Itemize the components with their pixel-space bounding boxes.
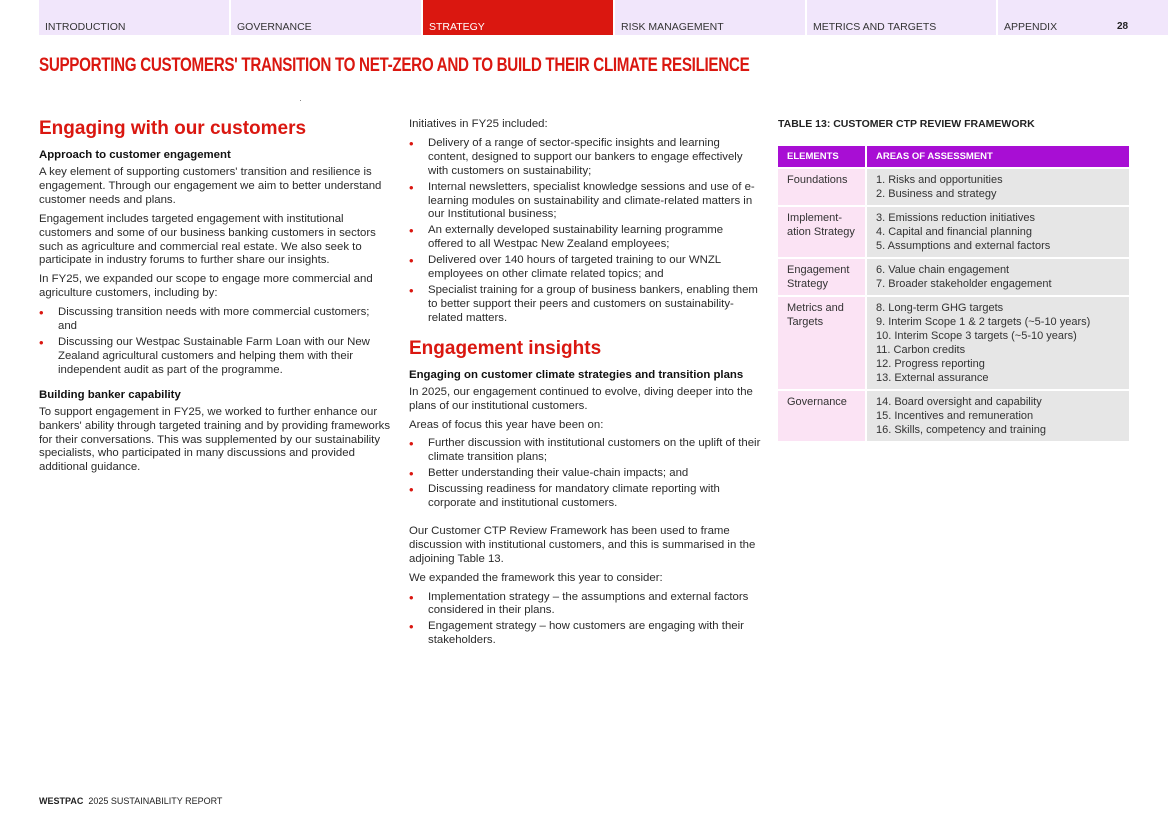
element-cell: Governance bbox=[778, 391, 867, 443]
bullet-list bbox=[409, 137, 761, 326]
assessment-area: 9. Interim Scope 1 & 2 targets (~5-10 years) bbox=[876, 316, 1091, 328]
list-item: • Discussing our Westpac Sustainable Farm Loan with our New Zealand agricultural customers and helping them with their independent audit as part of the programme. bbox=[39, 336, 391, 378]
list-item: • Specialist training for a group of business bankers, enabling them to better support their peers and customers on sustainability-related matters. bbox=[409, 284, 761, 326]
list-item: • Further discussion with institutional customers on the uplift of their climate transition plans; bbox=[409, 437, 761, 465]
areas-cell bbox=[867, 169, 1129, 207]
footer-report: 2025 SUSTAINABILITY REPORT bbox=[88, 796, 223, 806]
paragraph: Engagement includes targeted engagement with institutional customers and some of our business banking customers in sectors such as agriculture and commercial real estate. We also seek to participate in industry forums to further share our insights. bbox=[39, 212, 376, 267]
assessment-area: 7. Broader stakeholder engagement bbox=[876, 278, 1052, 290]
list-item: • Better understanding their value-chain impacts; and bbox=[409, 467, 761, 481]
tab-introduction[interactable]: INTRODUCTION bbox=[39, 0, 229, 35]
list-item: • Internal newsletters, specialist knowledge sessions and use of e-learning modules on sustainability and climate-related matters in our Institutional business; bbox=[409, 181, 761, 223]
list-item: • Implementation strategy – the assumptions and external factors considered in their plans. bbox=[409, 591, 761, 619]
subheading: Engaging on customer climate strategies and transition plans bbox=[409, 368, 744, 381]
table-row bbox=[778, 391, 1129, 443]
list-item: • Discussing readiness for mandatory climate reporting with corporate and institutional customers. bbox=[409, 483, 761, 511]
ctp-framework-table bbox=[778, 146, 1129, 443]
list-item: • Delivered over 140 hours of targeted training to our WNZL employees on other climate related topics; and bbox=[409, 254, 761, 282]
section-heading: Engagement insights bbox=[409, 337, 602, 359]
paragraph: Areas of focus this year have been on: bbox=[409, 418, 604, 431]
list-item: • Delivery of a range of sector-specific insights and learning content, designed to support our bankers to engage effectively with customers on sustainability; bbox=[409, 137, 761, 179]
element-cell: Implement-ation Strategy bbox=[778, 207, 867, 259]
table-row bbox=[778, 169, 1129, 207]
bullet-list bbox=[409, 591, 761, 649]
areas-cell bbox=[867, 259, 1129, 297]
areas-cell bbox=[867, 297, 1129, 391]
areas-cell bbox=[867, 391, 1129, 443]
tab-appendix[interactable]: APPENDIX bbox=[998, 0, 1168, 35]
assessment-area: 8. Long-term GHG targets bbox=[876, 302, 1004, 314]
paragraph: Initiatives in FY25 included: bbox=[409, 118, 548, 130]
assessment-area: 16. Skills, competency and training bbox=[876, 424, 1046, 436]
list-item: • An externally developed sustainability learning programme offered to all Westpac New Zealand employees; bbox=[409, 224, 761, 252]
column-middle bbox=[409, 118, 761, 653]
bullet-list bbox=[39, 306, 391, 378]
column-header: ELEMENTS bbox=[778, 146, 867, 169]
section-heading: Engaging with our customers bbox=[39, 118, 307, 139]
element-cell: Foundations bbox=[778, 169, 867, 207]
table-row bbox=[778, 259, 1129, 297]
subheading: Building banker capability bbox=[39, 388, 181, 401]
element-cell: Engagement Strategy bbox=[778, 259, 867, 297]
paragraph: To support engagement in FY25, we worked to further enhance our bankers' ability through targeted training and by providing frameworks for their conversations. This was supplemented by our sustainability specialists, who participated in many discussions and provided additional guidance. bbox=[39, 405, 391, 474]
table-row bbox=[778, 297, 1129, 391]
table-title: TABLE 13: CUSTOMER CTP REVIEW FRAMEWORK bbox=[778, 118, 1035, 130]
bullet-list bbox=[409, 437, 761, 511]
paragraph: We expanded the framework this year to consider: bbox=[409, 571, 663, 584]
paragraph: Our Customer CTP Review Framework has been used to frame discussion with institutional customers, and this is summarised in the adjoining Table 13. bbox=[409, 524, 756, 565]
subheading: Approach to customer engagement bbox=[39, 149, 231, 161]
assessment-area: 14. Board oversight and capability bbox=[876, 396, 1042, 408]
tab-metrics-and-targets[interactable]: METRICS AND TARGETS bbox=[807, 0, 996, 35]
table-row bbox=[778, 207, 1129, 259]
tab-risk-management[interactable]: RISK MANAGEMENT bbox=[615, 0, 805, 35]
assessment-area: 12. Progress reporting bbox=[876, 358, 985, 370]
areas-cell bbox=[867, 207, 1129, 259]
assessment-area: 1. Risks and opportunities bbox=[876, 174, 1003, 186]
list-item: • Discussing transition needs with more commercial customers; and bbox=[39, 306, 391, 334]
paragraph: In FY25, we expanded our scope to engage more commercial and agriculture customers, including by: bbox=[39, 273, 373, 300]
element-cell: Metrics and Targets bbox=[778, 297, 867, 391]
assessment-area: 10. Interim Scope 3 targets (~5-10 years) bbox=[876, 330, 1077, 342]
column-header: AREAS OF ASSESSMENT bbox=[867, 146, 1129, 169]
paragraph: A key element of supporting customers' transition and resilience is engagement. Through our engagement we aim to better understand customer needs and plans. bbox=[39, 166, 382, 206]
footer-brand: WESTPAC bbox=[39, 796, 84, 806]
list-item: • Engagement strategy – how customers are engaging with their stakeholders. bbox=[409, 620, 761, 648]
column-left bbox=[39, 118, 391, 480]
tab-governance[interactable]: GOVERNANCE bbox=[231, 0, 421, 35]
section-nav bbox=[39, 0, 1168, 35]
page-title: SUPPORTING CUSTOMERS' TRANSITION TO NET-ZERO AND TO BUILD THEIR CLIMATE RESILIENCE bbox=[39, 55, 750, 76]
assessment-area: 5. Assumptions and external factors bbox=[876, 240, 1051, 252]
assessment-area: 2. Business and strategy bbox=[876, 188, 997, 200]
stray-dot bbox=[300, 100, 301, 101]
assessment-area: 4. Capital and financial planning bbox=[876, 226, 1032, 238]
footer bbox=[39, 796, 222, 806]
assessment-area: 15. Incentives and remuneration bbox=[876, 410, 1034, 422]
assessment-area: 11. Carbon credits bbox=[876, 344, 966, 356]
page-number: 28 bbox=[1117, 21, 1129, 32]
assessment-area: 3. Emissions reduction initiatives bbox=[876, 212, 1035, 224]
tab-strategy[interactable]: STRATEGY bbox=[423, 0, 613, 35]
paragraph: In 2025, our engagement continued to evolve, diving deeper into the plans of our institutional customers. bbox=[409, 385, 753, 412]
table-header-row bbox=[778, 146, 1129, 169]
assessment-area: 6. Value chain engagement bbox=[876, 264, 1010, 276]
assessment-area: 13. External assurance bbox=[876, 372, 989, 384]
